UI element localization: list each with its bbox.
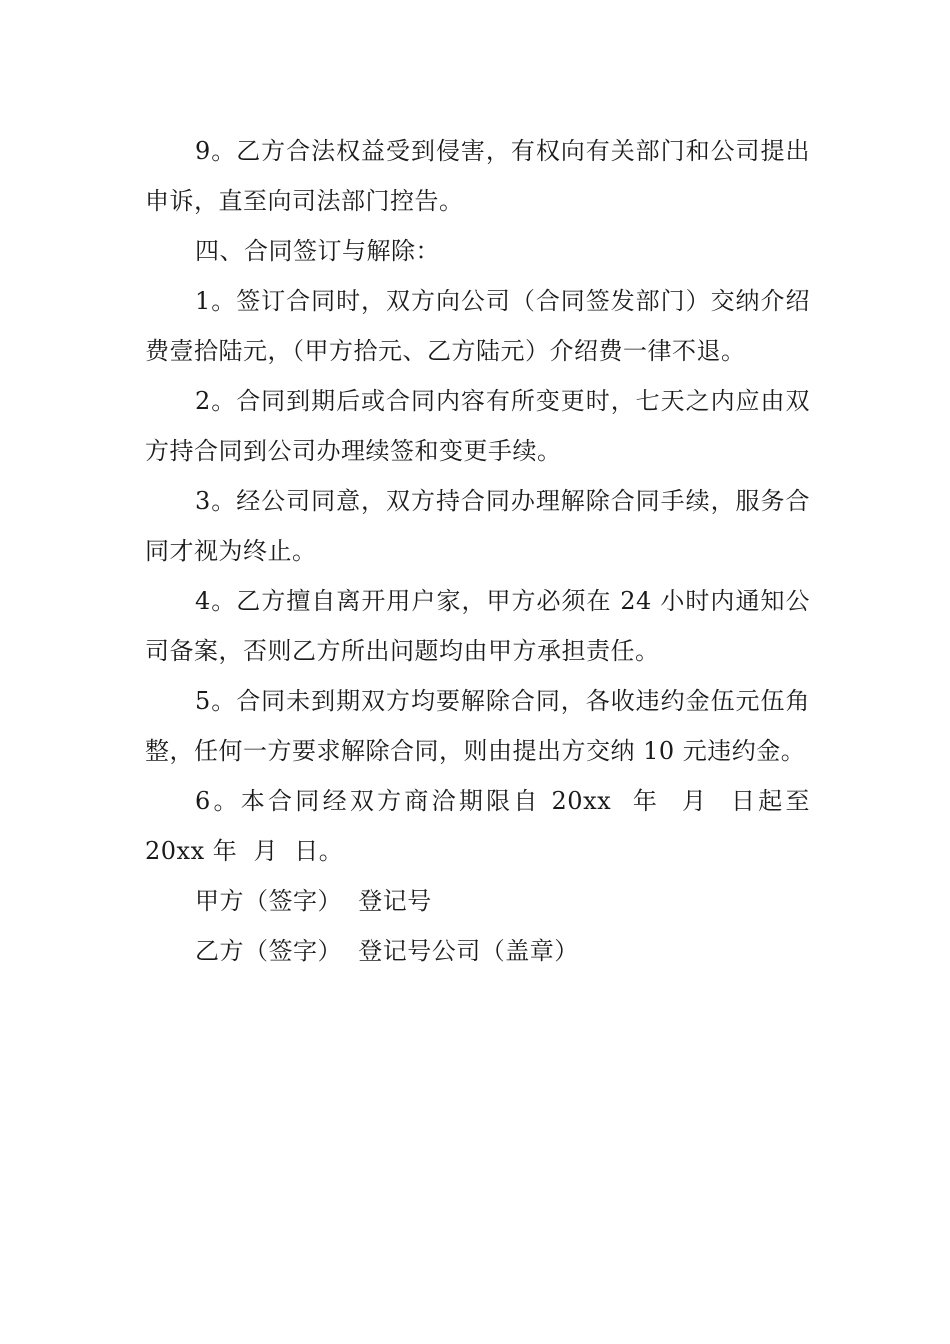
clause-6-term: 6。本合同经双方商洽期限自 20xx 年 月 日起至 20xx 年 月 日。 (145, 787, 819, 865)
party-a-signature-line: 甲方（签字） 登记号 (195, 887, 432, 915)
party-b-signature-line: 乙方（签字） 登记号公司（盖章） (195, 937, 579, 965)
clause-2-renewal: 2。合同到期后或合同内容有所变更时，七天之内应由双方持合同到公司办理续签和变更手续。 (145, 387, 810, 465)
clause-3-termination: 3。经公司同意，双方持合同办理解除合同手续，服务合同才视为终止。 (145, 487, 810, 565)
clause-5-penalty: 5。合同未到期双方均要解除合同，各收违约金伍元伍角整，任何一方要求解除合同，则由提出方交纳 10 元违约金。 (145, 687, 810, 765)
clause-4-unauthorized-leave: 4。乙方擅自离开用户家，甲方必须在 24 小时内通知公司备案，否则乙方所出问题均由甲方承担责任。 (145, 587, 810, 665)
document-body (145, 126, 819, 976)
clause-9-complaint-right: 9。乙方合法权益受到侵害，有权向有关部门和公司提出申诉，直至向司法部门控告。 (145, 137, 810, 215)
section-heading-signing-termination: 四、合同签订与解除： (195, 237, 440, 265)
clause-1-referral-fee: 1。签订合同时，双方向公司（合同签发部门）交纳介绍费壹拾陆元，（甲方拾元、乙方陆元）介绍费一律不退。 (145, 287, 810, 365)
